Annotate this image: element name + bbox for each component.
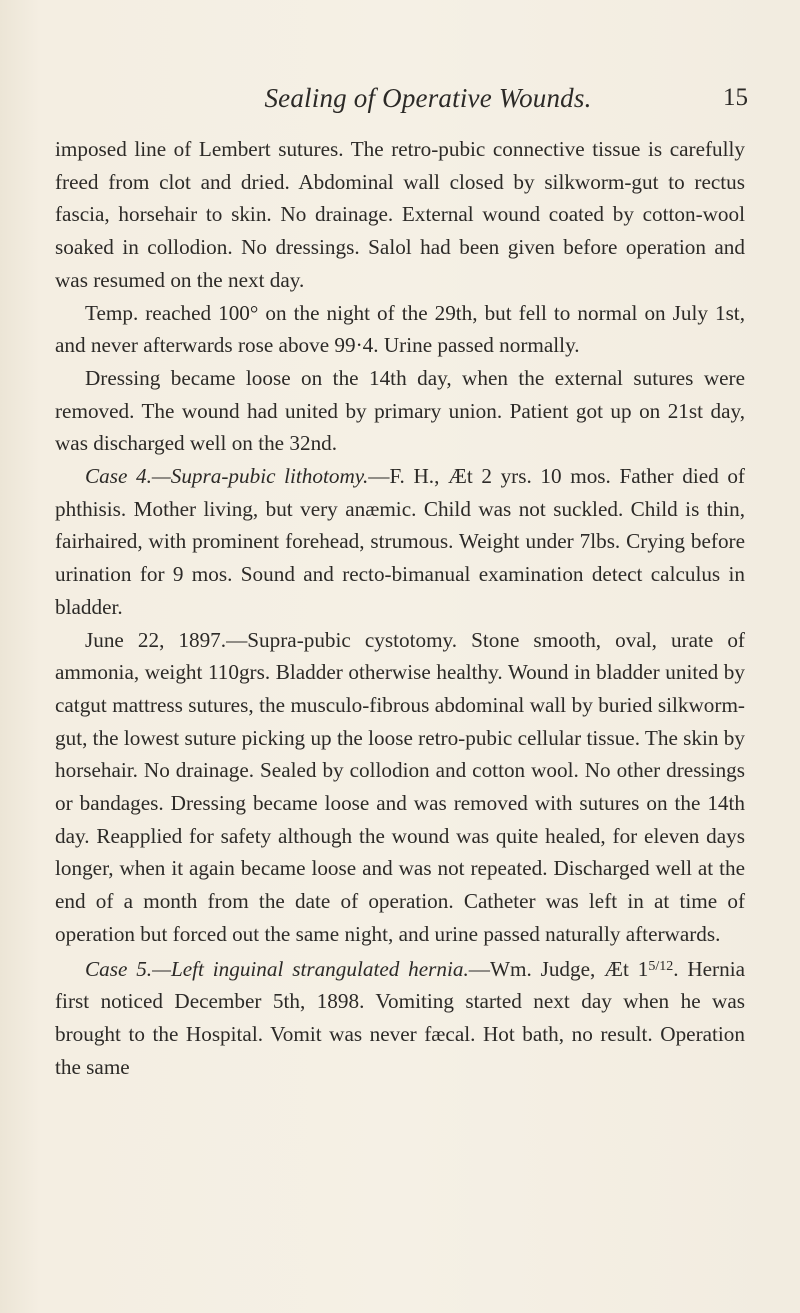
page-header bbox=[108, 80, 748, 116]
paragraph-continuation: imposed line of Lembert sutures. The retro-pubic connective tissue is carefully freed from clot and dried. Abdominal wall closed by silkworm-gut to rectus fascia, horsehair to skin. No drainage. External wound coated by cotton-wool soaked in collodion. No dressings. Salol had been given before operation and was resumed on the next day. bbox=[55, 137, 745, 292]
body-text bbox=[55, 133, 745, 1083]
case-5-text-b: . Hernia first noticed December 5th, 1898. Vomiting started next day when he was brought to the Hospital. Vomit was never fæcal. Hot bath, no result. Operation the same bbox=[55, 956, 745, 1079]
paragraph-dressing: Dressing became loose on the 14th day, when the external sutures were removed. The wound had united by primary union. Patient got up on 21st day, was discharged well on the 32nd. bbox=[55, 365, 745, 456]
case-5-heading: Case 5.—Left inguinal strangulated hernia. bbox=[85, 956, 469, 981]
paragraph-case-4 bbox=[55, 460, 745, 624]
age-fraction: 5/12 bbox=[648, 958, 674, 974]
paragraph-operation: June 22, 1897.—Supra-pubic cystotomy. Stone smooth, oval, urate of ammonia, weight 110grs. Bladder otherwise healthy. Wound in bladder united by catgut mattress sutures, the musculo-fibrous abdominal wall by buried silkworm-gut, the lowest suture picking up the loose retro-pubic cellular tissue. The skin by horsehair. No drainage. Sealed by collodion and cotton wool. No other dressings or bandages. Dressing became loose and was removed with sutures on the 14th day. Reapplied for safety although the wound was quite healed, for eleven days longer, when it again became loose and was not repeated. Discharged well at the end of a month from the date of operation. Catheter was left in at time of operation but forced out the same night, and urine passed naturally afterwards. bbox=[55, 627, 745, 946]
running-title: Sealing of Operative Wounds. bbox=[264, 83, 592, 113]
case-4-heading: Case 4.—Supra-pubic lithotomy. bbox=[85, 464, 369, 489]
paragraph-case-5 bbox=[55, 951, 745, 1084]
case-4-text: —F. H., Æt 2 yrs. 10 mos. Father died of phthisis. Mother living, but very anæmic. Child was not suckled. Child is thin, fairhaired, with prominent forehead, strumous. Weight under 7lbs. Crying before urination for 9 mos. Sound and recto-bimanual examination detect calculus in bladder. bbox=[55, 464, 745, 619]
page-number: 15 bbox=[723, 84, 748, 111]
case-5-text-a: —Wm. Judge, Æt 1 bbox=[468, 956, 649, 981]
paragraph-temperature: Temp. reached 100° on the night of the 29th, but fell to normal on July 1st, and never afterwards rose above 99·4. Urine passed normally. bbox=[55, 300, 745, 358]
